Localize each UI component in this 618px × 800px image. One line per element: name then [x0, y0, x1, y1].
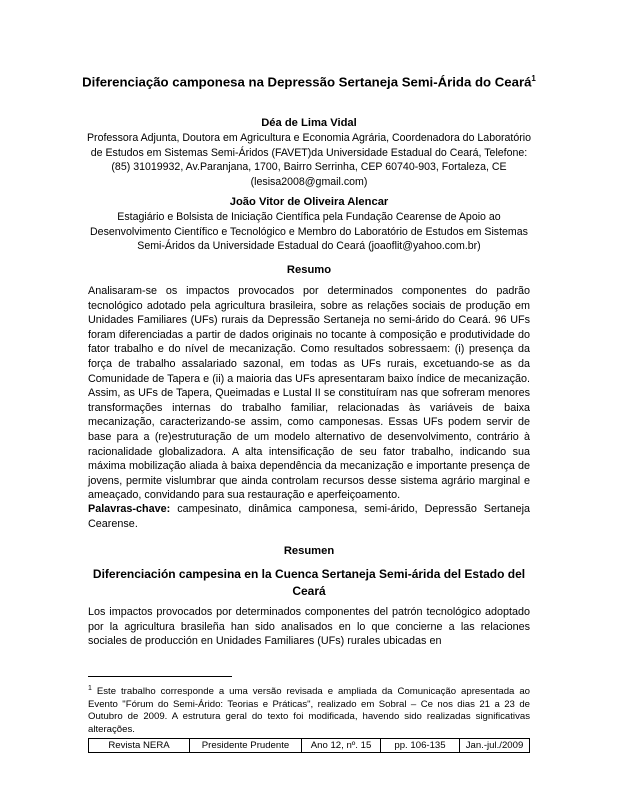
keywords: [88, 502, 530, 531]
footnote-divider: [88, 676, 232, 677]
keywords-list: campesinato, dinâmica camponesa, semi-árido, Depressão Sertaneja Cearense.: [88, 503, 531, 530]
resumen-body: Los impactos provocados por determinados componentes del patrón tecnológico adoptado por la agricultura brasileña han sido analisados en lo que concierne a las relaciones sociales de producción en Unidades Familiares (UFs) rurales ubicadas en: [88, 606, 530, 648]
footer-pages: pp. 106-135: [381, 739, 460, 753]
footer-city: Presidente Prudente: [190, 739, 302, 753]
keywords-label: Palavras-chave:: [88, 503, 171, 515]
resumo-heading: Resumo: [286, 264, 332, 276]
resumo-body: Analisaram-se os impactos provocados por determinados componentes do padrão tecnológico adotado pela agricultura brasileira, sobre as relações sociais de produção em Unidades Familiares (UFs) rurais da Depressão Sertaneja no semi-árido do Ceará. 96 UFs foram diferenciadas a partir de dados originais no tocante à composição e produtividade do fator trabalho e do nível de mecanização. Como resultados sobressaem: (i) presença da força de trabalho assalariado sazonal, em todas as UFs rurais, excetuando-se as da Comunidade de Tapera e (ii) a maioria das UFs apresentaram baixo índice de mecanização. Assim, as UFs de Tapera, Queimadas e Lustal II se constituíram nas que sofreram menores transformações internas do trabalho familiar, relacionadas às variáveis de baixa mecanização, caracterizando-se assim, como camponesas. Essas UFs podem servir de base para a (re)estruturação de um modelo alternativo de desenvolvimento, contrário à racionalidade globalizadora. A alta intensificação de seu fator trabalho, indicando sua máxima mobilização aliada à baixa dependência da mecanização e importante presença de jovens, permite vislumbrar que ainda controlam recursos desse sistema agrário marginal e ameaçado, convidando para sua restauração e aperfeiçoamento.: [88, 285, 530, 502]
author-1-name: Déa de Lima Vidal: [261, 117, 357, 129]
footer-date: Jan.-jul./2009: [460, 739, 530, 753]
footnote: [88, 683, 530, 737]
footer-journal: Revista NERA: [89, 739, 190, 753]
footnote-text: Este trabalho corresponde a uma versão revisada e ampliada da Comunicação apresentada ao Evento "Fórum do Semi-Árido: Teorias e Práticas", realizado em Sobral – Ce nos dias 21 a 23 de Outubro de 2009. A estrutura geral do texto foi modificada, havendo sido realizadas significativas alterações.: [88, 686, 530, 735]
footer-issue: Ano 12, nº. 15: [302, 739, 381, 753]
title-footnote-mark[interactable]: 1: [531, 74, 536, 83]
author-2-name: João Vitor de Oliveira Alencar: [229, 196, 389, 208]
footnote-mark: 1: [88, 685, 92, 692]
paper-title-text: Diferenciação camponesa na Depressão Sertaneja Semi-Árida do Ceará: [82, 74, 532, 90]
author-1-affiliation: Professora Adjunta, Doutora em Agricultura e Economia Agrária, Coordenadora do Laboratório de Estudos em Sistemas Semi-Áridos (FAVET)da Universidade Estadual do Ceará, Telefone: (85) 31019932, Av.Paranjana, 1700, Bairro Serrinha, CEP 60740-903, Fortaleza, CE (lesisa2008@gmail.com): [86, 132, 532, 189]
journal-footer: [88, 738, 530, 753]
resumen-title: Diferenciación campesina en la Cuenca Sertaneja Semi-árida del Estado del Ceará: [92, 567, 526, 598]
footer-row: [89, 739, 530, 753]
paper-title: [80, 70, 538, 91]
resumen-heading: Resumen: [283, 545, 335, 557]
author-2-affiliation: Estagiário e Bolsista de Iniciação Científica pela Fundação Cearense de Apoio ao Desenvolvimento Científico e Tecnológico e Membro do Laboratório de Estudos em Sistemas Semi-Áridos da Universidade Estadual do Ceará (joaoflit@yahoo.com.br): [90, 211, 528, 253]
